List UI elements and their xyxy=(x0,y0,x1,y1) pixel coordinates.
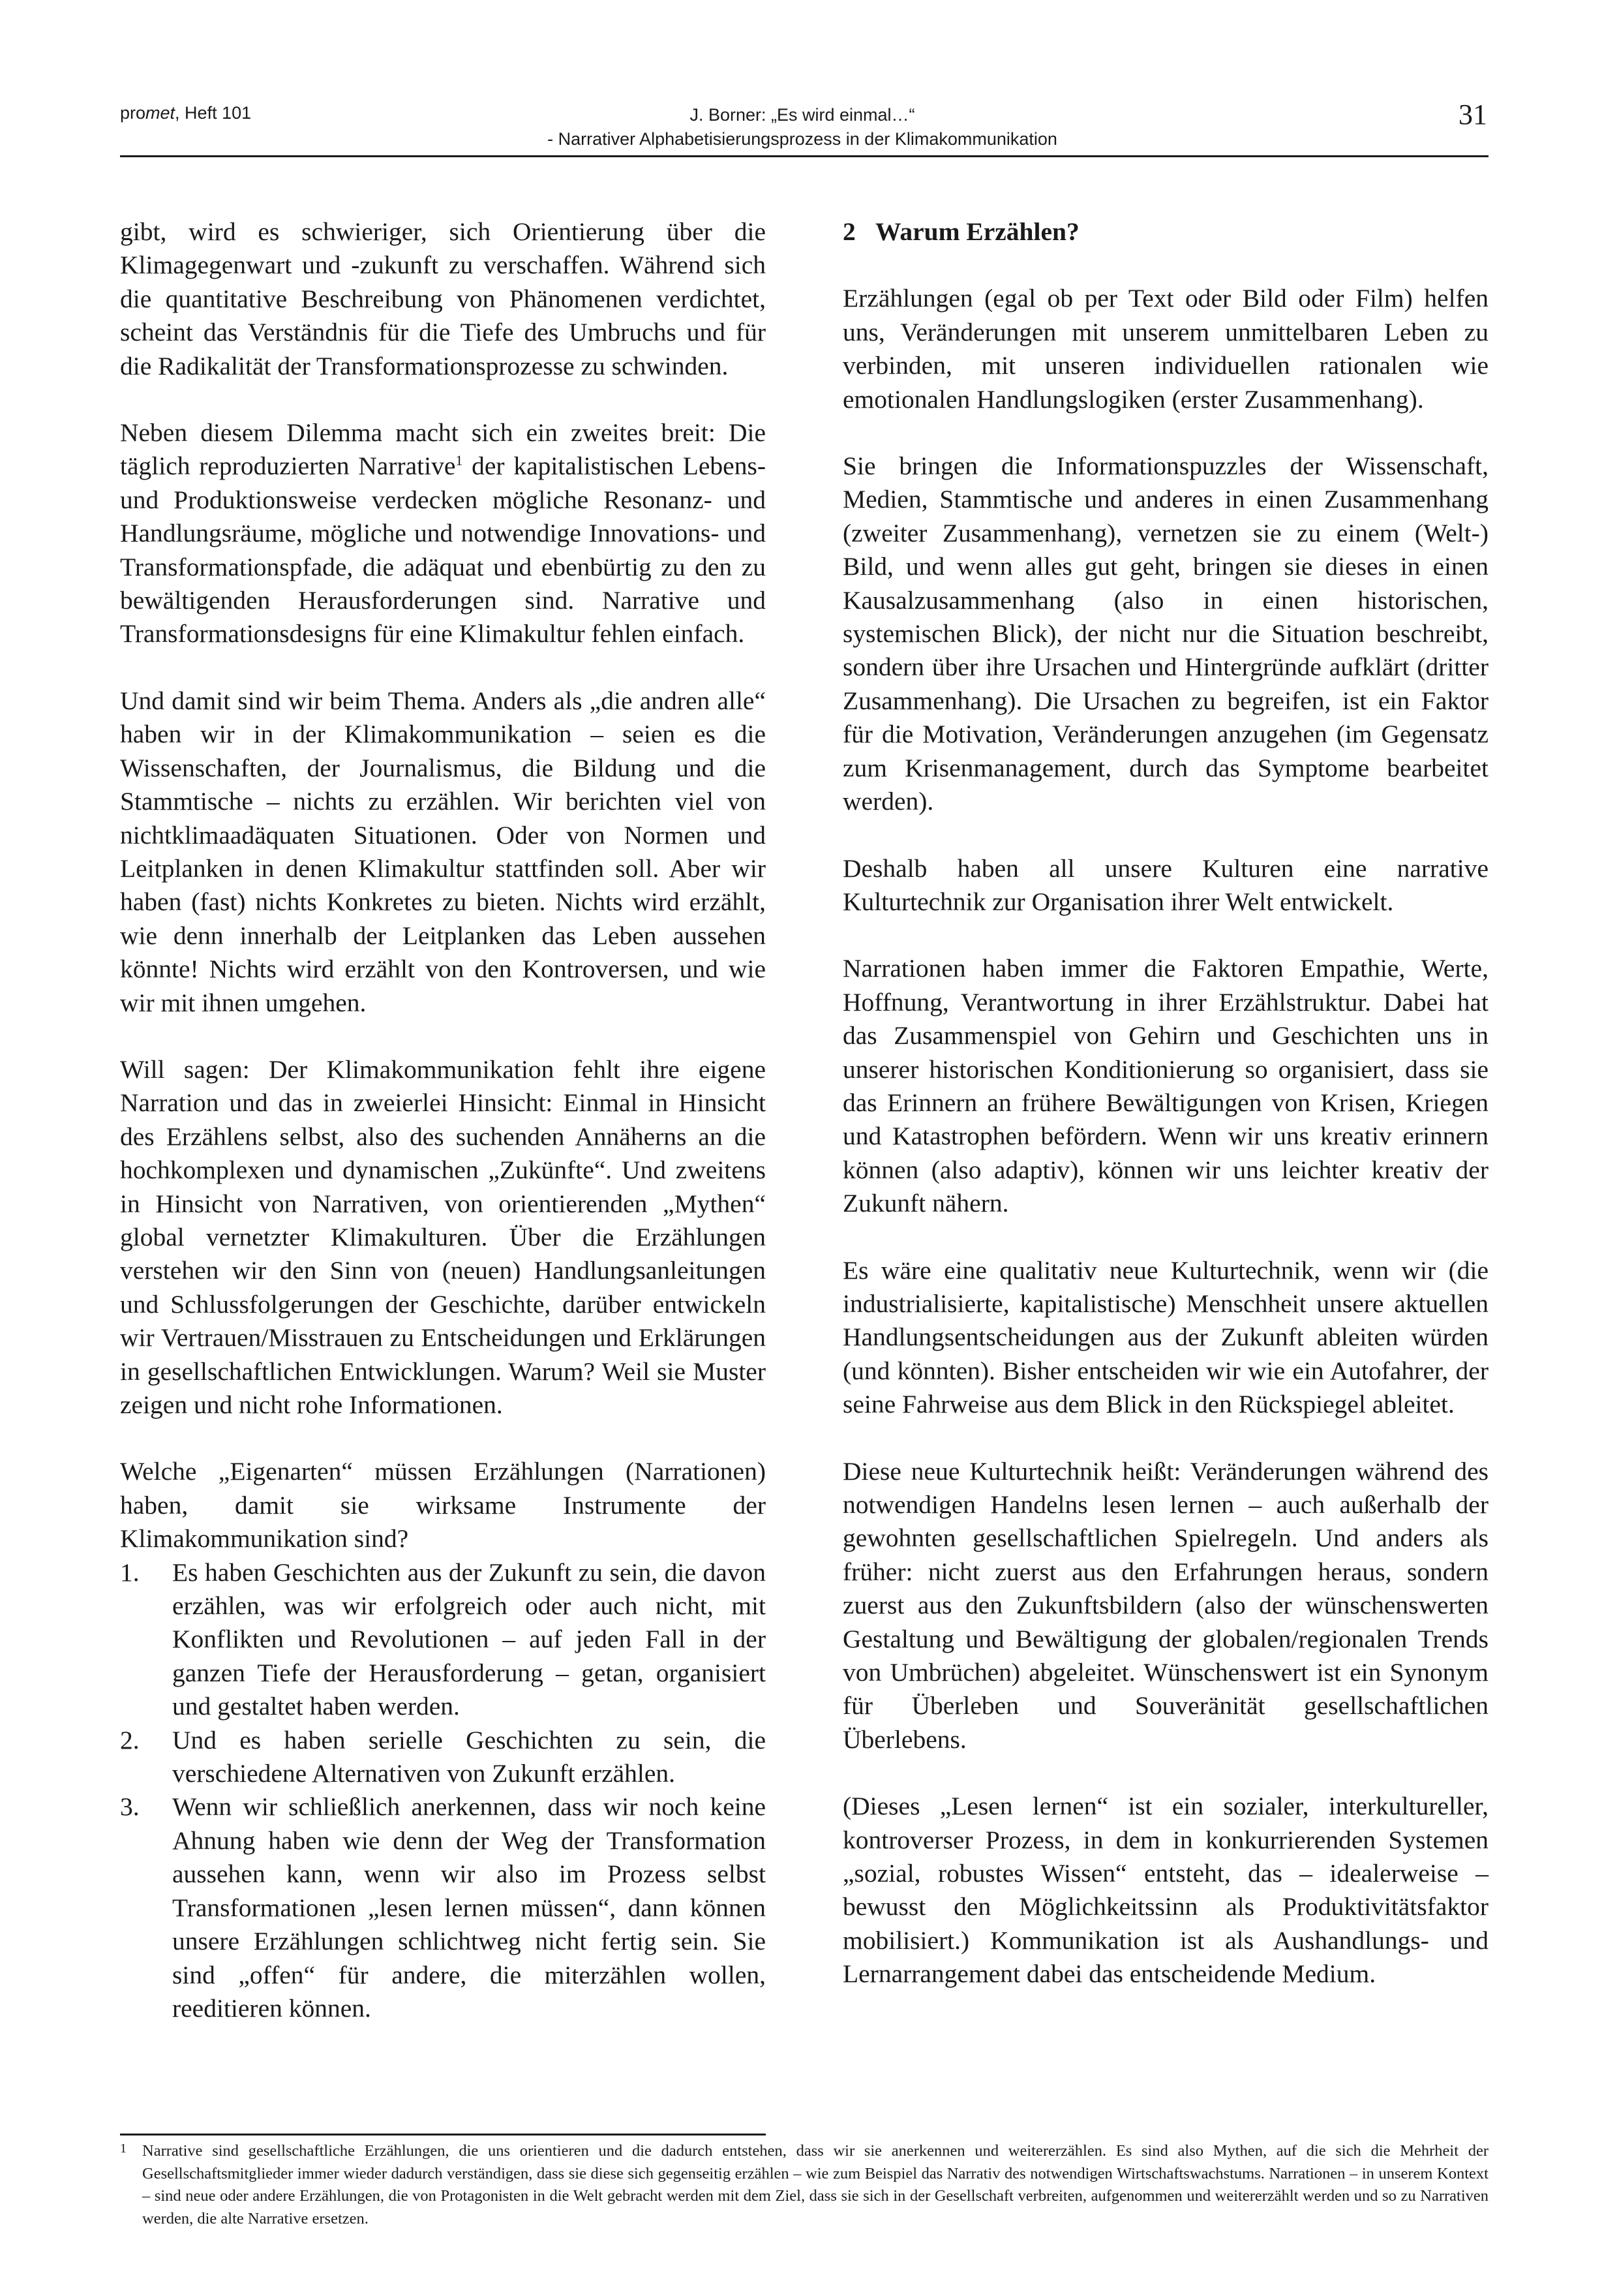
list-number: 1. xyxy=(120,1557,140,1587)
left-column xyxy=(120,215,766,2025)
running-title xyxy=(457,103,1148,151)
list-text: Und es haben serielle Geschichten zu sein, die verschiedene Alternativen von Zukunft erzählen. xyxy=(172,1725,766,1788)
section-number: 2 xyxy=(843,217,856,246)
numbered-list xyxy=(120,1556,766,2026)
paragraph: Will sagen: Der Klimakommunikation fehlt ihre eigene Narration und das in zweierlei Hinsicht: Einmal in Hinsicht des Erzählens selbst, also des suchenden Annäherns an die hochkomplexen und dynamischen „Zukünfte“. Und zweitens in Hinsicht von Narrativen, von orientierenden „Mythen“ global vernetzter Klimakulturen. Über die Erzählungen verstehen wir den Sinn von (neuen) Handlungsanleitungen und Schlussfolgerungen der Geschichte, darüber entwickeln wir Vertrauen/Misstrauen zu Entscheidungen und Erklärungen in gesellschaftlichen Entwicklungen. Warum? Weil sie Muster zeigen und nicht rohe Informationen. xyxy=(120,1054,766,1419)
footnote-text: Narrative sind gesellschaftliche Erzählungen, die uns orientieren und die dadurch entstehen, dass wir sie anerkennen und weitererzählen. Es sind also Mythen, auf die sich die Mehrheit der Gesellschaftsmitglieder immer wieder dadurch verständigen, dass sie diese sich gegenseitig erzählen – wie zum Beispiel das Narrativ des notwendigen Wirtschaftswachstums. Narrationen – in unserem Kontext – sind neue oder andere Erzählungen, die von Protagonisten in die Welt gebracht werden mit dem Ziel, dass sie sich in der Gesellschaft verbreiten, aufgenommen und weitererzählt werden und so zu Narrativen werden, die alte Narrative ersetzen. xyxy=(142,2142,1489,2227)
list-text: Es haben Geschichten aus der Zukunft zu sein, die davon erzählen, was wir erfolgreich oder auch nicht, mit Konflikten und Revolutionen – auf jeden Fall in der ganzen Tiefe der Herausforderung – getan, organisiert und gestaltet haben werden. xyxy=(172,1557,766,1721)
list-item xyxy=(120,1724,766,1791)
paragraph: Und damit sind wir beim Thema. Anders als „die andren alle“ haben wir in der Klimakommunikation – seien es die Wissenschaften, der Journalismus, die Bildung und die Stammtische – nichts zu erzählen. Wir berichten viel von nichtklimaadäquaten Situationen. Oder von Normen und Leitplanken in denen Klimakultur stattfinden soll. Aber wir haben (fast) nichts Konkretes zu bieten. Nichts wird erzählt, wie denn innerhalb der Leitplanken das Leben aussehen könnte! Nichts wird erzählt von den Kontroversen, und wie wir mit ihnen umgehen. xyxy=(120,686,766,1017)
paragraph-text: Neben diesem Dilemma macht sich ein zweites breit: Die täglich reproduzierten Narrative xyxy=(120,418,766,481)
paragraph: gibt, wird es schwieriger, sich Orientierung über die Klimagegenwart und -zukunft zu verschaffen. Während sich die quantitative Beschreibung von Phänomenen verdichtet, scheint das Verständnis für die Tiefe des Umbruchs und für die Radikalität der Transformationsprozesse zu schwinden. xyxy=(120,217,766,380)
journal-issue: , Heft 101 xyxy=(175,103,252,123)
section-heading xyxy=(843,215,1489,249)
running-title-line2: - Narrativer Alphabetisierungsprozess in der Klimakommunikation xyxy=(547,129,1057,149)
paragraph: Erzählungen (egal ob per Text oder Bild oder Film) helfen uns, Veränderungen mit unserem unmittelbaren Leben zu verbinden, mit unseren individuellen rationalen wie emotionalen Handlungslogiken (erster Zusammenhang). xyxy=(843,284,1489,414)
paragraph: Es wäre eine qualitativ neue Kulturtechnik, wenn wir (die industrialisierte, kapitalistische) Menschheit unsere aktuellen Handlungsentscheidungen aus der Zukunft ableiten würden (und könnten). Bisher entscheiden wir wie ein Autofahrer, der seine Fahrweise aus dem Blick in den Rückspiegel ableitet. xyxy=(843,1255,1489,1419)
paragraph-with-footnote xyxy=(120,416,766,651)
paragraph: Welche „Eigenarten“ müssen Erzählungen (Narrationen) haben, damit sie wirksame Instrumente der Klimakommunikation sind? xyxy=(120,1457,766,1554)
footnote xyxy=(120,2140,1489,2230)
list-item xyxy=(120,1790,766,2025)
journal-italic: met xyxy=(145,103,175,123)
paragraph: Narrationen haben immer die Faktoren Empathie, Werte, Hoffnung, Verantwortung in ihrer Erzählstruktur. Dabei hat das Zusammenspiel von Gehirn und Geschichten uns in unserer historischen Konditionierung so organisiert, dass sie das Erinnern an frühere Bewältigungen von Krisen, Kriegen und Katastrophen befördern. Wenn wir uns kreativ erinnern können (also adaptiv), können wir uns leichter kreativ der Zukunft nähern. xyxy=(843,954,1489,1218)
paragraph: Diese neue Kulturtechnik heißt: Veränderungen während des notwendigen Handelns lesen lernen – auch außerhalb der gewohnten gesellschaftlichen Spielregeln. Und anders als früher: nicht zuerst aus den Erfahrungen heraus, sondern zuerst aus den Zukunftsbildern (also der wünschenswerten Gestaltung und Bewältigung der globalen/regionalen Trends von Umbrüchen) abgeleitet. Wünschenswert ist ein Synonym für Überleben und Souveränität gesellschaftlichen Überlebens. xyxy=(843,1456,1489,1754)
paragraph-text: der kapitalistischen Lebens- und Produktionsweise verdecken mögliche Resonanz- und Handlungsräume, mögliche und notwendige Innovations- und Transformationspfade, die adäquat und ebenbürtig zu den zu bewältigenden Herausforderungen sind. Narrative und Transformationsdesigns für eine Klimakultur fehlen einfach. xyxy=(120,452,766,649)
header-rule xyxy=(120,155,1489,157)
list-item xyxy=(120,1556,766,1724)
paragraph: (Dieses „Lesen lernen“ ist ein sozialer, interkultureller, kontroverser Prozess, in dem in konkurrierenden Systemen „sozial, robustes Wissen“ entsteht, das – idealerweise – bewusst den Möglichkeitssinn als Produktivitätsfaktor mobilisiert.) Kommunikation ist als Aushandlungs- und Lernarrangement dabei das entscheidende Medium. xyxy=(843,1792,1489,1989)
section-title: Warum Erzählen? xyxy=(875,217,1080,246)
paragraph: Sie bringen die Informationspuzzles der Wissenschaft, Medien, Stammtische und anderes in einen Zusammenhang (zweiter Zusammenhang), vernetzen sie zu einem (Welt-) Bild, und wenn alles gut geht, bringen sie dieses in einen Kausalzusammenhang (also in einen historischen, systemischen Blick), der nicht nur die Situation beschreibt, sondern über ihre Ursachen und Hintergründe aufklärt (dritter Zusammenhang). Die Ursachen zu begreifen, ist ein Faktor für die Motivation, Veränderungen anzugehen (im Gegensatz zum Krisenmanagement, durch das Symptome bearbeitet werden). xyxy=(843,452,1489,816)
journal-prefix: pro xyxy=(120,103,146,123)
running-title-line1: J. Borner: „Es wird einmal…“ xyxy=(689,105,915,125)
footnote-ref: 1 xyxy=(455,452,463,469)
paragraph: Deshalb haben all unsere Kulturen eine narrative Kulturtechnik zur Organisation ihrer Welt entwickelt. xyxy=(843,853,1489,916)
page-number: 31 xyxy=(1458,99,1487,130)
footnote-rule xyxy=(120,2134,766,2135)
list-text: Wenn wir schließlich anerkennen, dass wir noch keine Ahnung haben wie denn der Weg der Transformation aussehen kann, wenn wir also im Prozess selbst Transformationen „lesen lernen müssen“, dann können unsere Erzählungen schlichtweg nicht fertig sein. Sie sind „offen“ für andere, die miterzählen wollen, reeditieren können. xyxy=(172,1792,766,2023)
journal-name xyxy=(120,103,251,123)
list-number: 3. xyxy=(120,1792,140,1822)
right-column xyxy=(843,215,1489,1991)
list-number: 2. xyxy=(120,1725,140,1754)
footnote-mark: 1 xyxy=(120,2141,127,2156)
